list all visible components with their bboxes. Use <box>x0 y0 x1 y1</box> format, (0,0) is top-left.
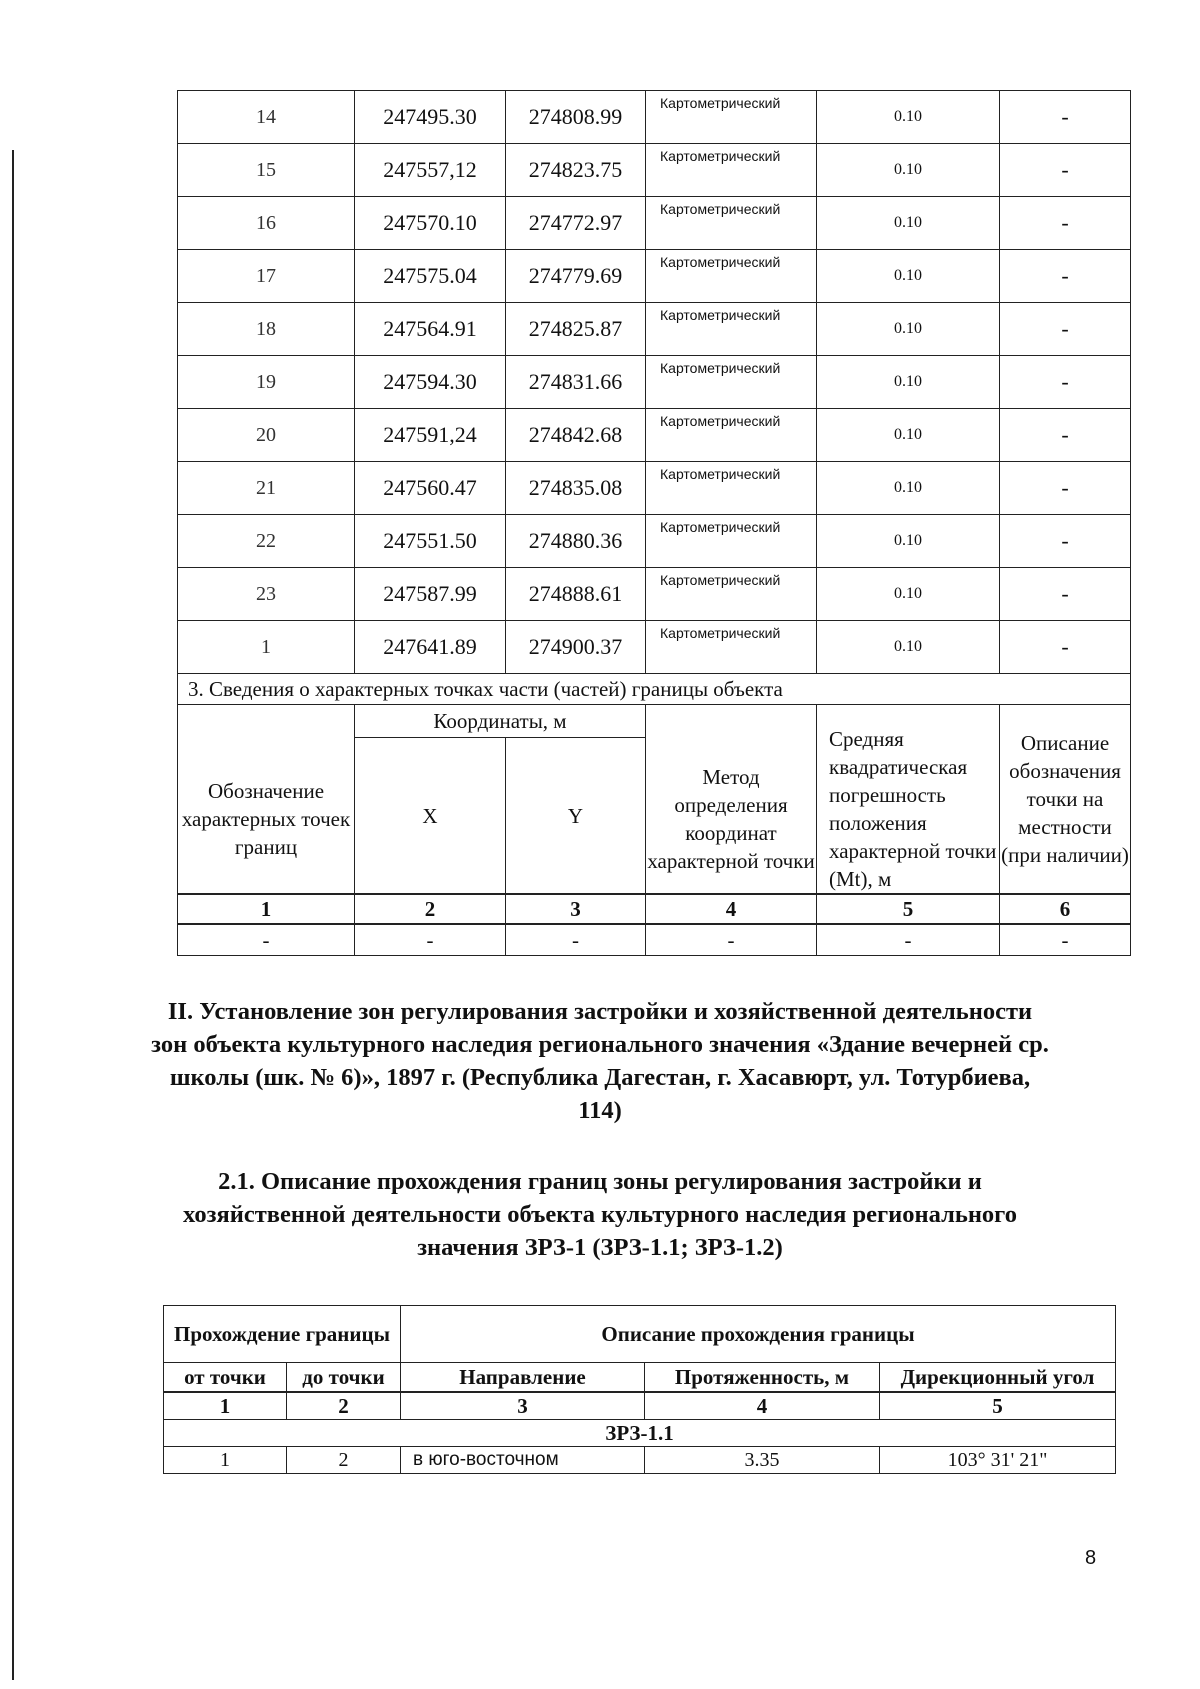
index-cell: 6 <box>1000 894 1131 924</box>
index-cell: 1 <box>164 1392 287 1420</box>
description-cell: - <box>1000 91 1131 144</box>
empty-cell: - <box>355 924 506 956</box>
x-coordinate-cell: 247560.47 <box>355 462 506 515</box>
description-cell: - <box>1000 462 1131 515</box>
point-number-cell: 19 <box>178 356 355 409</box>
header-description-of-passage: Описание прохождения границы <box>401 1306 1116 1363</box>
method-cell: Картометрический <box>646 462 817 515</box>
x-coordinate-cell: 247557,12 <box>355 144 506 197</box>
point-number-cell: 15 <box>178 144 355 197</box>
method-cell: Картометрический <box>646 91 817 144</box>
zone-label-row <box>164 1420 1116 1447</box>
index-cell: 5 <box>880 1392 1116 1420</box>
header-to-point: до точки <box>287 1363 401 1393</box>
empty-cell: - <box>1000 924 1131 956</box>
y-coordinate-cell: 274825.87 <box>506 303 646 356</box>
mt-cell: 0.10 <box>817 621 1000 674</box>
index-cell: 3 <box>506 894 646 924</box>
mt-cell: 0.10 <box>817 197 1000 250</box>
method-cell: Картометрический <box>646 515 817 568</box>
angle-cell: 103° 31' 21" <box>880 1447 1116 1474</box>
binding-margin-line <box>12 150 14 1680</box>
mt-cell: 0.10 <box>817 462 1000 515</box>
section-heading: II. Установление зон регулирования застройки и хозяйственной деятельности зон объекта культурного наследия регионального значения «Здание вечерней ср. школы (шк. № 6)», 1897 г. (Республика Дагестан, г. Хасавюрт, ул. Тотурбиева, 114) <box>151 998 1049 1124</box>
point-number-cell: 1 <box>178 621 355 674</box>
page-number: 8 <box>1085 1547 1097 1569</box>
mt-cell: 0.10 <box>817 91 1000 144</box>
section-3-title: 3. Сведения о характерных точках части (частей) границы объекта <box>178 674 1131 705</box>
method-cell: Картометрический <box>646 303 817 356</box>
points-table-body <box>178 91 1131 674</box>
method-cell: Картометрический <box>646 409 817 462</box>
y-coordinate-cell: 274779.69 <box>506 250 646 303</box>
from-point-cell: 1 <box>164 1447 287 1474</box>
header-designation: Обозначение характерных точек границ <box>178 705 355 895</box>
x-coordinate-cell: 247641.89 <box>355 621 506 674</box>
index-cell: 1 <box>178 894 355 924</box>
empty-cell: - <box>178 924 355 956</box>
empty-cell: - <box>506 924 646 956</box>
part-points-index-row <box>178 894 1131 924</box>
table-row <box>164 1447 1116 1474</box>
point-number-cell: 16 <box>178 197 355 250</box>
empty-cell: - <box>646 924 817 956</box>
mt-cell: 0.10 <box>817 568 1000 621</box>
x-coordinate-cell: 247594.30 <box>355 356 506 409</box>
index-cell: 2 <box>287 1392 401 1420</box>
y-coordinate-cell: 274772.97 <box>506 197 646 250</box>
header-y: Y <box>506 738 646 894</box>
mt-cell: 0.10 <box>817 356 1000 409</box>
y-coordinate-cell: 274823.75 <box>506 144 646 197</box>
desc-header-row-1 <box>164 1306 1116 1363</box>
y-coordinate-cell: 274808.99 <box>506 91 646 144</box>
index-cell: 2 <box>355 894 506 924</box>
table-row <box>178 303 1131 356</box>
subsection-heading: 2.1. Описание прохождения границ зоны регулирования застройки и хозяйственной деятельности объекта культурного наследия регионального значения ЗРЗ-1 (ЗРЗ-1.1; ЗРЗ-1.2) <box>183 1168 1017 1261</box>
description-cell: - <box>1000 515 1131 568</box>
x-coordinate-cell: 247587.99 <box>355 568 506 621</box>
table-row <box>178 144 1131 197</box>
point-number-cell: 22 <box>178 515 355 568</box>
mt-cell: 0.10 <box>817 515 1000 568</box>
method-cell: Картометрический <box>646 568 817 621</box>
header-method: Метод определения координат характерной точки <box>646 705 817 895</box>
header-x: X <box>355 738 506 894</box>
index-cell: 4 <box>646 894 817 924</box>
description-cell: - <box>1000 303 1131 356</box>
header-passage: Прохождение границы <box>164 1306 401 1363</box>
description-cell: - <box>1000 409 1131 462</box>
method-cell: Картометрический <box>646 621 817 674</box>
method-cell: Картометрический <box>646 356 817 409</box>
point-number-cell: 17 <box>178 250 355 303</box>
zone-label: ЗРЗ-1.1 <box>164 1420 1116 1447</box>
x-coordinate-cell: 247564.91 <box>355 303 506 356</box>
y-coordinate-cell: 274835.08 <box>506 462 646 515</box>
description-cell: - <box>1000 250 1131 303</box>
x-coordinate-cell: 247591,24 <box>355 409 506 462</box>
x-coordinate-cell: 247551.50 <box>355 515 506 568</box>
description-cell: - <box>1000 568 1131 621</box>
index-cell: 3 <box>401 1392 645 1420</box>
method-cell: Картометрический <box>646 144 817 197</box>
y-coordinate-cell: 274842.68 <box>506 409 646 462</box>
point-number-cell: 21 <box>178 462 355 515</box>
table-row <box>178 197 1131 250</box>
description-cell: - <box>1000 197 1131 250</box>
y-coordinate-cell: 274900.37 <box>506 621 646 674</box>
direction-cell: в юго-восточном <box>401 1447 645 1474</box>
method-cell: Картометрический <box>646 250 817 303</box>
x-coordinate-cell: 247495.30 <box>355 91 506 144</box>
header-error: Средняя квадратическая погрешность положения характерной точки (Mt), м <box>817 705 1000 895</box>
header-from-point: от точки <box>164 1363 287 1393</box>
index-cell: 4 <box>645 1392 880 1420</box>
empty-cell: - <box>817 924 1000 956</box>
header-description: Описание обозначения точки на местности (при наличии) <box>1000 705 1131 895</box>
length-cell: 3.35 <box>645 1447 880 1474</box>
boundary-points-table <box>177 90 1131 956</box>
mt-cell: 0.10 <box>817 250 1000 303</box>
index-cell: 5 <box>817 894 1000 924</box>
mt-cell: 0.10 <box>817 409 1000 462</box>
desc-index-row <box>164 1392 1116 1420</box>
point-number-cell: 18 <box>178 303 355 356</box>
table-row <box>178 621 1131 674</box>
header-coordinates: Координаты, м <box>355 705 646 738</box>
table-row <box>178 356 1131 409</box>
header-angle: Дирекционный угол <box>880 1363 1116 1393</box>
y-coordinate-cell: 274880.36 <box>506 515 646 568</box>
header-direction: Направление <box>401 1363 645 1393</box>
table-row <box>178 515 1131 568</box>
x-coordinate-cell: 247575.04 <box>355 250 506 303</box>
header-length: Протяженность, м <box>645 1363 880 1393</box>
part-points-empty-row <box>178 924 1131 956</box>
description-cell: - <box>1000 621 1131 674</box>
table-row <box>178 462 1131 515</box>
point-number-cell: 20 <box>178 409 355 462</box>
y-coordinate-cell: 274888.61 <box>506 568 646 621</box>
table-row <box>178 250 1131 303</box>
mt-cell: 0.10 <box>817 303 1000 356</box>
table-row <box>178 409 1131 462</box>
y-coordinate-cell: 274831.66 <box>506 356 646 409</box>
description-cell: - <box>1000 144 1131 197</box>
table-row <box>178 568 1131 621</box>
boundary-description-table <box>163 1305 1116 1474</box>
section-3-row <box>178 674 1131 705</box>
table-row <box>178 91 1131 144</box>
part-points-header <box>178 705 1131 738</box>
point-number-cell: 14 <box>178 91 355 144</box>
method-cell: Картометрический <box>646 197 817 250</box>
description-cell: - <box>1000 356 1131 409</box>
to-point-cell: 2 <box>287 1447 401 1474</box>
point-number-cell: 23 <box>178 568 355 621</box>
x-coordinate-cell: 247570.10 <box>355 197 506 250</box>
mt-cell: 0.10 <box>817 144 1000 197</box>
